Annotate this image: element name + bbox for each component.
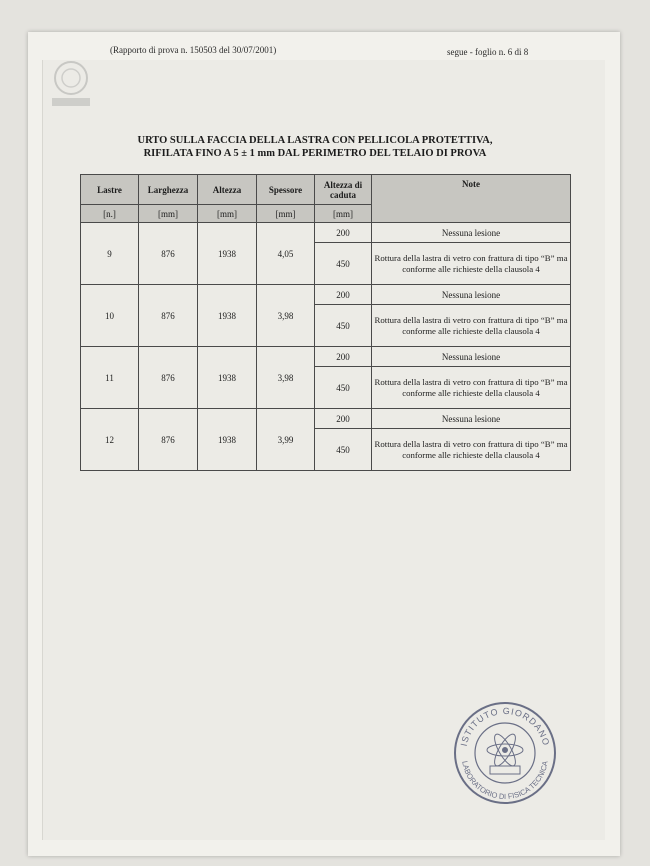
table-row	[81, 223, 571, 243]
cell-note: Rottura della lastra di vetro con frattura di tipo “B” ma conforme alle richieste della clausola 4	[372, 367, 571, 409]
title-line-1: URTO SULLA FACCIA DELLA LASTRA CON PELLICOLA PROTETTIVA,	[137, 135, 493, 146]
cell-larghezza: 876	[139, 285, 198, 347]
cell-lastre: 12	[81, 409, 139, 471]
cell-spessore: 4,05	[257, 223, 315, 285]
cell-altezza: 1938	[198, 409, 257, 471]
cell-altezza-caduta: 450	[315, 243, 372, 285]
cell-note: Rottura della lastra di vetro con frattura di tipo “B” ma conforme alle richieste della clausola 4	[372, 243, 571, 285]
header-spessore: Spessore	[257, 175, 315, 205]
report-reference: (Rapporto di prova n. 150503 del 30/07/2001)	[110, 45, 277, 55]
svg-text:ISTITUTO GIORDANO	[459, 706, 552, 747]
header-larghezza: Larghezza	[139, 175, 198, 205]
cell-altezza: 1938	[198, 347, 257, 409]
institute-seal-stamp	[452, 700, 558, 806]
cell-note: Nessuna lesione	[372, 347, 571, 367]
table-row	[81, 285, 571, 305]
page-title	[95, 134, 535, 160]
unit-larghezza: [mm]	[139, 205, 198, 223]
unit-spessore: [mm]	[257, 205, 315, 223]
cell-altezza-caduta: 450	[315, 429, 372, 471]
cell-larghezza: 876	[139, 223, 198, 285]
page-indicator: segue - foglio n. 6 di 8	[447, 47, 529, 57]
atom-icon	[487, 731, 523, 768]
cell-spessore: 3,98	[257, 285, 315, 347]
cell-altezza-caduta: 450	[315, 367, 372, 409]
seal-top-text: ISTITUTO GIORDANO	[458, 705, 552, 748]
cell-larghezza: 876	[139, 409, 198, 471]
test-results-table	[80, 174, 571, 471]
cell-lastre: 11	[81, 347, 139, 409]
cell-note: Nessuna lesione	[372, 223, 571, 243]
cell-altezza-caduta: 200	[315, 409, 372, 429]
cell-altezza-caduta: 450	[315, 305, 372, 347]
unit-altezza-caduta: [mm]	[315, 205, 372, 223]
cell-altezza-caduta: 200	[315, 223, 372, 243]
unit-lastre: [n.]	[81, 205, 139, 223]
cell-lastre: 9	[81, 223, 139, 285]
table-row	[81, 347, 571, 367]
cell-note: Nessuna lesione	[372, 409, 571, 429]
cell-altezza: 1938	[198, 223, 257, 285]
cell-note: Rottura della lastra di vetro con frattura di tipo “B” ma conforme alle richieste della clausola 4	[372, 305, 571, 347]
cell-lastre: 10	[81, 285, 139, 347]
header-altezza-caduta: Altezza di caduta	[315, 175, 372, 205]
institute-logo-icon	[46, 56, 96, 111]
table-row	[81, 409, 571, 429]
seal-bottom-text: LABORATORIO DI FISICA TECNICA	[460, 760, 550, 802]
cell-note: Nessuna lesione	[372, 285, 571, 305]
header-lastre: Lastre	[81, 175, 139, 205]
cell-altezza-caduta: 200	[315, 285, 372, 305]
header-note: Note	[372, 175, 571, 223]
cell-spessore: 3,98	[257, 347, 315, 409]
header-altezza: Altezza	[198, 175, 257, 205]
cell-spessore: 3,99	[257, 409, 315, 471]
unit-altezza: [mm]	[198, 205, 257, 223]
cell-altezza-caduta: 200	[315, 347, 372, 367]
cell-altezza: 1938	[198, 285, 257, 347]
cell-note: Rottura della lastra di vetro con frattura di tipo “B” ma conforme alle richieste della clausola 4	[372, 429, 571, 471]
title-line-2: RIFILATA FINO A 5 ± 1 mm DAL PERIMETRO DEL TELAIO DI PROVA	[143, 148, 487, 159]
cell-larghezza: 876	[139, 347, 198, 409]
